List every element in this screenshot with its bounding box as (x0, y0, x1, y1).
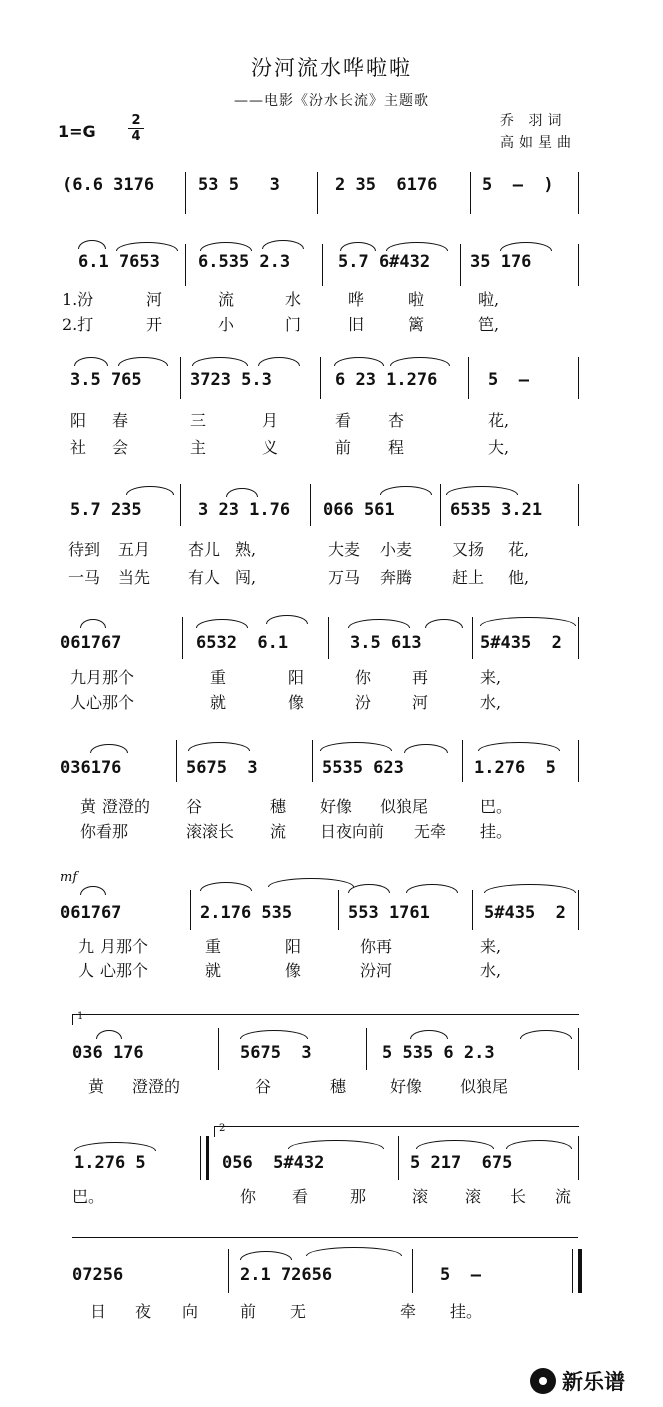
lyric: 门 (285, 315, 302, 334)
measure: 036 176 (72, 1043, 144, 1063)
dynamic-marking: mf (60, 870, 78, 885)
watermark-logo (530, 1366, 625, 1396)
measure: 6532 6.1 (196, 633, 289, 653)
measure: 2 35 6176 (335, 175, 438, 195)
lyric: 澄澄的 (102, 797, 151, 816)
lyric: 他, (508, 568, 530, 587)
lyric: 阳 (288, 668, 305, 687)
song-subtitle: ——电影《汾水长流》主题歌 (234, 93, 429, 109)
measure: 53 5 3 (198, 175, 280, 195)
measure: 5 – ) (482, 175, 554, 195)
measure: 5535 623 (322, 758, 404, 778)
lyric: 旧 (348, 315, 365, 334)
time-signature-bottom: 4 (128, 128, 144, 144)
lyric: 流 (218, 290, 235, 309)
time-signature-top: 2 (131, 113, 141, 128)
lyric: 来, (480, 937, 502, 956)
measure: 5675 3 (240, 1043, 312, 1063)
lyric: 你 (355, 668, 372, 687)
lyric: 向 (182, 1302, 199, 1321)
lyric: 巴。 (72, 1187, 105, 1206)
time-signature (128, 113, 144, 144)
lyric: 待到 (68, 540, 101, 559)
lyric: 日 (90, 1302, 107, 1321)
lyric: 笆, (478, 315, 500, 334)
lyric: 水, (480, 961, 502, 980)
measure: 5 – (440, 1265, 481, 1285)
lyric: 人 (78, 961, 95, 980)
lyric: 夜 (135, 1302, 152, 1321)
composer-credit: 高如星曲 (500, 135, 576, 151)
lyric: 社 (70, 438, 87, 457)
lyric: 再 (412, 668, 429, 687)
lyric: 无 (290, 1302, 307, 1321)
lyric: 有人 (188, 568, 221, 587)
measure: 5 – (488, 370, 529, 390)
second-ending-bracket: 2 (214, 1126, 579, 1137)
lyric: 篱 (408, 315, 425, 334)
lyric: 好像 (390, 1077, 423, 1096)
lyric: 熟, (235, 540, 257, 559)
lyric: 挂。 (480, 822, 513, 841)
lyric: 哗 (348, 290, 365, 309)
measure: 3 23 1.76 (198, 500, 291, 520)
lyric: 长 (510, 1187, 527, 1206)
lyric: 会 (112, 438, 129, 457)
lyric: 九月那个 (70, 668, 135, 687)
lyric: 三 (190, 411, 207, 430)
measure: 5.7 235 (70, 500, 142, 520)
lyric: 看 (292, 1187, 309, 1206)
measure: 3.5 765 (70, 370, 142, 390)
measure: 3.5 613 (350, 633, 422, 653)
measure: 35 176 (470, 252, 532, 272)
measure: 066 561 (323, 500, 395, 520)
first-ending-bracket: 1 (72, 1014, 579, 1025)
lyric: 谷 (186, 797, 203, 816)
lyric: 月那个 (100, 937, 149, 956)
measure: 2.176 535 (200, 903, 293, 923)
lyric: 好像 (320, 797, 353, 816)
measure: 6 23 1.276 (335, 370, 438, 390)
lyric: 2.打 (62, 315, 94, 334)
lyric: 大麦 (328, 540, 361, 559)
lyric: 春 (112, 411, 129, 430)
measure: 1.276 5 (474, 758, 556, 778)
measure: 1.276 5 (74, 1153, 146, 1173)
lyric: 大, (488, 438, 510, 457)
lyricist-credit: 乔 羽词 (500, 113, 567, 129)
lyric: 黄 (80, 797, 97, 816)
lyric: 河 (146, 290, 163, 309)
lyric: 前 (335, 438, 352, 457)
lyric: 似狼尾 (380, 797, 429, 816)
lyric: 程 (388, 438, 405, 457)
lyric: 就 (205, 961, 222, 980)
key-signature: 1=G (58, 122, 96, 141)
lyric: 杏儿 (188, 540, 221, 559)
lyric: 闯, (235, 568, 257, 587)
lyric: 挂。 (450, 1302, 483, 1321)
lyric: 谷 (255, 1077, 272, 1096)
lyric: 来, (480, 668, 502, 687)
measure: 061767 (60, 633, 122, 653)
ending-continuation-bracket (72, 1237, 578, 1248)
lyric: 水 (285, 290, 302, 309)
lyric: 九 (78, 937, 95, 956)
lyric: 月 (262, 411, 279, 430)
lyric: 奔腾 (380, 568, 413, 587)
lyric: 又扬 (452, 540, 485, 559)
lyric: 啦 (408, 290, 425, 309)
measure: 07256 (72, 1265, 124, 1285)
lyric: 阳 (285, 937, 302, 956)
measure: 3723 5.3 (190, 370, 272, 390)
lyric: 像 (285, 961, 302, 980)
measure: 6535 3.21 (450, 500, 543, 520)
lyric: 杏 (388, 411, 405, 430)
measure: 6.1 7653 (78, 252, 160, 272)
lyric: 五月 (118, 540, 151, 559)
lyric: 义 (262, 438, 279, 457)
lyric: 开 (146, 315, 163, 334)
measure: 036176 (60, 758, 122, 778)
watermark-text: 新乐谱 (562, 1370, 625, 1394)
lyric: 就 (210, 693, 227, 712)
lyric: 万马 (328, 568, 361, 587)
lyric: 人心那个 (70, 693, 135, 712)
measure: 5#435 2 (484, 903, 566, 923)
lyric: 黄 (88, 1077, 105, 1096)
lyric: 当先 (118, 568, 151, 587)
lyric: 像 (288, 693, 305, 712)
measure: 6.535 2.3 (198, 252, 291, 272)
lyric: 巴。 (480, 797, 513, 816)
lyric: 小 (218, 315, 235, 334)
lyric: 河 (412, 693, 429, 712)
lyric: 无牵 (414, 822, 447, 841)
lyric: 花, (508, 540, 530, 559)
measure: 5#435 2 (480, 633, 562, 653)
lyric: 花, (488, 411, 510, 430)
lyric: 看 (335, 411, 352, 430)
lyric: 澄澄的 (132, 1077, 181, 1096)
measure: 5.7 6#432 (338, 252, 431, 272)
measure: 5 535 6 2.3 (382, 1043, 495, 1063)
lyric: 你看那 (80, 822, 129, 841)
lyric: 心那个 (100, 961, 149, 980)
lyric: 滚 (412, 1187, 429, 1206)
lyric: 一马 (68, 568, 101, 587)
lyric: 1.汾 (62, 290, 94, 309)
lyric: 阳 (70, 411, 87, 430)
measure: 056 5#432 (222, 1153, 325, 1173)
lyric: 牵 (400, 1302, 417, 1321)
lyric: 赶上 (452, 568, 485, 587)
lyric: 日夜向前 (320, 822, 385, 841)
lyric: 穗 (330, 1077, 347, 1096)
song-title: 汾河流水哗啦啦 (251, 56, 412, 80)
lyric: 重 (210, 668, 227, 687)
lyric: 流 (270, 822, 287, 841)
lyric: 你再 (360, 937, 393, 956)
lyric: 那 (350, 1187, 367, 1206)
lyric: 啦, (478, 290, 500, 309)
lyric: 汾 (355, 693, 372, 712)
lyric: 穗 (270, 797, 287, 816)
measure: 5675 3 (186, 758, 258, 778)
lyric: 水, (480, 693, 502, 712)
lyric: 似狼尾 (460, 1077, 509, 1096)
lyric: 主 (190, 438, 207, 457)
measure: 5 217 675 (410, 1153, 513, 1173)
measure: 2.1 72656 (240, 1265, 333, 1285)
lyric: 流 (555, 1187, 572, 1206)
lyric: 小麦 (380, 540, 413, 559)
measure: 061767 (60, 903, 122, 923)
lyric: 汾河 (360, 961, 393, 980)
measure: 553 1761 (348, 903, 430, 923)
lyric: 你 (240, 1187, 257, 1206)
lyric: 前 (240, 1302, 257, 1321)
lyric: 重 (205, 937, 222, 956)
measure: (6.6 3176 (62, 175, 155, 195)
lyric: 滚滚长 (186, 822, 235, 841)
music-disc-icon (530, 1368, 556, 1394)
lyric: 滚 (465, 1187, 482, 1206)
